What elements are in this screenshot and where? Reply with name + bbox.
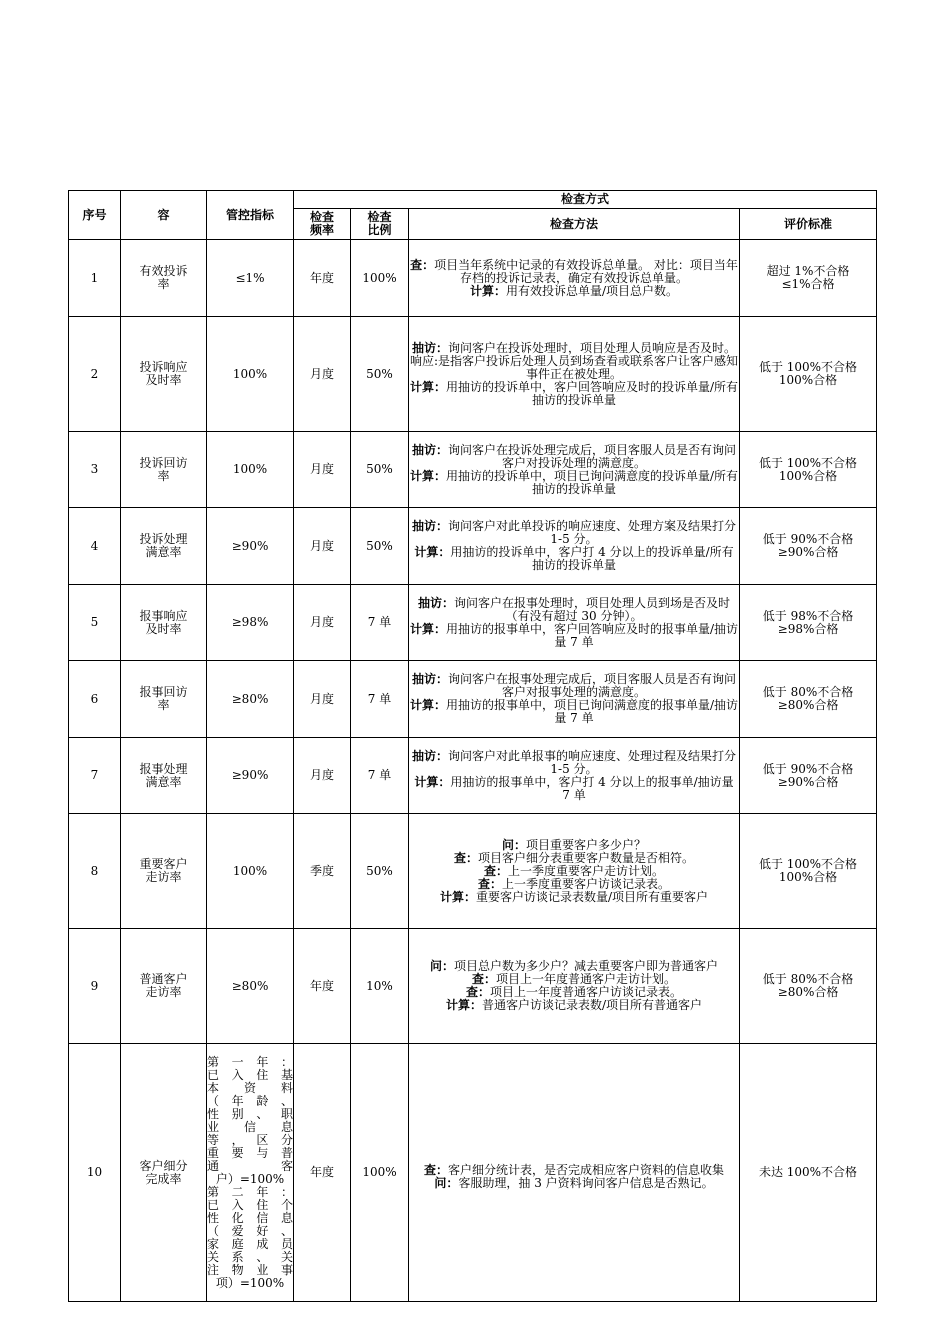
indicator-line: 户）=100% <box>215 1171 285 1186</box>
cell-criteria: 低于 80%不合格 ≥80%合格 <box>740 929 877 1044</box>
method-label: 查： <box>483 863 508 878</box>
method-line <box>409 750 739 776</box>
method-line <box>409 776 739 802</box>
method-label: 查： <box>477 876 502 891</box>
indicator-line: 本 资 料 <box>207 1080 293 1095</box>
method-text: 上一季度重要客户走访计划。 <box>508 863 665 878</box>
method-text: 询问客户在投诉处理时，项目处理人员响应是否及时。响应:是指客户投诉后处理人员到场查看或联系客户让客户感知事件正在被处理。 <box>409 340 739 381</box>
cell-frequency: 月度 <box>294 432 351 508</box>
method-text: 项目重要客户多少户？ <box>526 837 647 852</box>
method-text: 客服助理，抽 3 户资料询问客户信息是否熟记。 <box>458 1175 714 1190</box>
method-label: 查： <box>410 257 435 272</box>
method-text: 询问客户在报事处理完成后，项目客服人员是否有询问客户对报事处理的满意度。 <box>448 672 737 699</box>
header-frequency: 检查 频率 <box>294 209 351 240</box>
cell-ratio: 100% <box>351 240 409 317</box>
method-label: 问： <box>429 959 454 973</box>
cell-criteria: 低于 90%不合格 ≥90%合格 <box>740 738 877 814</box>
cell-method <box>409 661 740 738</box>
cell-seq: 9 <box>69 929 121 1044</box>
method-text: 用有效投诉总单量/项目总户数。 <box>505 283 679 298</box>
indicator-line: 项）=100% <box>215 1275 285 1290</box>
method-label: 计算： <box>414 545 451 559</box>
header-criteria: 评价标准 <box>740 209 877 240</box>
cell-method <box>409 432 740 508</box>
cell-frequency: 月度 <box>294 508 351 585</box>
method-label: 抽访： <box>411 672 448 686</box>
method-line <box>409 597 739 623</box>
cell-indicator: ≥80% <box>207 661 294 738</box>
table-row <box>69 432 877 508</box>
indicator-line: 关系、关 <box>207 1249 293 1264</box>
cell-frequency: 月度 <box>294 661 351 738</box>
indicator-line: 第 一 年 ： <box>207 1054 293 1069</box>
cell-indicator <box>207 1044 294 1302</box>
cell-indicator: ≥80% <box>207 929 294 1044</box>
cell-name: 普通客户 走访率 <box>121 929 207 1044</box>
method-text: 询问客户对此单报事的响应速度、处理过程及结果打分 1-5 分。 <box>448 748 737 776</box>
method-text: 用抽访的投诉单中，客户打 4 分以上的投诉单量/所有抽访的投诉单量 <box>450 545 734 572</box>
cell-name: 重要客户 走访率 <box>121 814 207 929</box>
cell-method <box>409 508 740 585</box>
method-line <box>409 444 739 470</box>
cell-indicator: 100% <box>207 814 294 929</box>
method-label: 计算： <box>409 379 446 394</box>
method-label: 问： <box>434 1175 459 1190</box>
method-text: 重要客户访谈记录表数量/项目所有重要客户 <box>475 889 709 904</box>
cell-frequency: 季度 <box>294 814 351 929</box>
method-line <box>409 546 739 572</box>
indicator-line: （爱好、 <box>207 1223 293 1238</box>
cell-frequency: 月度 <box>294 585 351 661</box>
cell-criteria: 低于 98%不合格 ≥98%合格 <box>740 585 877 661</box>
indicator-line: 家庭成员 <box>207 1236 293 1251</box>
table-row <box>69 1044 877 1302</box>
cell-frequency: 月度 <box>294 317 351 432</box>
header-seq: 序号 <box>69 191 121 240</box>
cell-frequency: 年度 <box>294 240 351 317</box>
method-line <box>409 381 739 407</box>
indicator-line: 已 入 住 基 <box>207 1067 293 1082</box>
inspection-table <box>68 190 877 1302</box>
cell-criteria: 低于 80%不合格 ≥80%合格 <box>740 661 877 738</box>
cell-criteria: 低于 100%不合格 100%合格 <box>740 432 877 508</box>
method-label: 计算： <box>445 998 482 1012</box>
method-text: 用抽访的投诉单中，项目已询问满意度的投诉单量/所有抽访的投诉单量 <box>445 468 739 496</box>
method-label: 计算： <box>469 283 506 298</box>
cell-name: 有效投诉 率 <box>121 240 207 317</box>
cell-criteria: 超过 1%不合格 ≤1%合格 <box>740 240 877 317</box>
cell-indicator: ≥98% <box>207 585 294 661</box>
method-line <box>409 699 739 725</box>
method-text: 用抽访的报事单中，客户回答响应及时的报事单量/抽访量 7 单 <box>445 621 739 649</box>
cell-seq: 7 <box>69 738 121 814</box>
indicator-line: 业 信 息 <box>207 1119 293 1134</box>
header-method-group: 检查方式 <box>294 191 877 209</box>
header-ratio: 检查 比例 <box>351 209 409 240</box>
method-line <box>409 285 739 298</box>
table-body <box>69 240 877 1302</box>
cell-seq: 6 <box>69 661 121 738</box>
method-label: 计算： <box>409 468 446 483</box>
method-label: 抽访： <box>411 442 448 457</box>
header-method: 检查方法 <box>409 209 740 240</box>
cell-name: 客户细分 完成率 <box>121 1044 207 1302</box>
method-text: 用抽访的报事单中，客户打 4 分以上的报事单/抽访量 7 单 <box>450 774 734 802</box>
method-line <box>409 673 739 699</box>
method-text: 项目上一年度普通客户访谈记录表。 <box>490 985 683 999</box>
method-label: 查： <box>471 972 496 986</box>
cell-ratio: 10% <box>351 929 409 1044</box>
cell-indicator: ≥90% <box>207 738 294 814</box>
cell-name: 报事响应 及时率 <box>121 585 207 661</box>
cell-method <box>409 585 740 661</box>
cell-ratio: 100% <box>351 1044 409 1302</box>
cell-indicator: ≥90% <box>207 508 294 585</box>
method-label: 查： <box>423 1162 448 1177</box>
cell-criteria: 低于 100%不合格 100%合格 <box>740 317 877 432</box>
method-label: 抽访： <box>417 595 454 610</box>
method-label: 抽访： <box>411 340 448 355</box>
indicator-line: 第二年： <box>207 1184 293 1199</box>
cell-frequency: 年度 <box>294 929 351 1044</box>
method-text: 项目客户细分表重要客户数量是否相符。 <box>478 850 695 865</box>
indicator-line: 已入住个 <box>207 1197 293 1212</box>
table-row <box>69 929 877 1044</box>
method-text: 询问客户在报事处理时，项目处理人员到场是否及时（有没有超过 30 分钟）。 <box>454 595 731 623</box>
method-label: 计算： <box>409 621 446 636</box>
cell-name: 投诉处理 满意率 <box>121 508 207 585</box>
indicator-line: 注物业事 <box>207 1262 293 1277</box>
cell-seq: 2 <box>69 317 121 432</box>
cell-ratio: 7 单 <box>351 738 409 814</box>
cell-ratio: 7 单 <box>351 661 409 738</box>
method-text: 项目总户数为多少户？减去重要客户即为普通客户 <box>454 959 719 973</box>
method-line <box>409 999 739 1012</box>
cell-seq: 4 <box>69 508 121 585</box>
method-text: 项目当年系统中记录的有效投诉总单量。 对比：项目当年存档的投诉记录表，确定有效投诉总单量。 <box>434 257 738 285</box>
method-text: 用抽访的报事单中，项目已询问满意度的报事单量/抽访量 7 单 <box>445 698 739 725</box>
cell-indicator: 100% <box>207 317 294 432</box>
method-label: 计算： <box>414 774 451 789</box>
cell-method <box>409 317 740 432</box>
cell-indicator: ≤1% <box>207 240 294 317</box>
cell-name: 投诉回访 率 <box>121 432 207 508</box>
indicator-line: （ 年 龄 、 <box>207 1093 293 1108</box>
cell-indicator: 100% <box>207 432 294 508</box>
cell-method <box>409 929 740 1044</box>
method-line <box>409 259 739 285</box>
method-text: 项目上一年度普通客户走访计划。 <box>496 972 677 986</box>
cell-ratio: 50% <box>351 317 409 432</box>
cell-name: 报事回访 率 <box>121 661 207 738</box>
method-text: 询问客户在投诉处理完成后，项目客服人员是否有询问客户对投诉处理的满意度。 <box>448 442 737 470</box>
header-content: 容 <box>121 191 207 240</box>
cell-seq: 8 <box>69 814 121 929</box>
method-line <box>409 623 739 649</box>
cell-seq: 3 <box>69 432 121 508</box>
method-label: 问： <box>501 837 526 852</box>
method-label: 查： <box>465 985 490 999</box>
indicator-line: 通 客 <box>207 1158 293 1173</box>
cell-frequency: 月度 <box>294 738 351 814</box>
indicator-line: 等 ， 区 分 <box>207 1132 293 1147</box>
header-indicator: 管控指标 <box>207 191 294 240</box>
method-text: 上一季度重要客户访谈记录表。 <box>502 876 671 891</box>
cell-criteria: 低于 100%不合格 100%合格 <box>740 814 877 929</box>
method-text: 用抽访的投诉单中，客户回答响应及时的投诉单量/所有抽访的投诉单量 <box>445 379 739 407</box>
cell-seq: 10 <box>69 1044 121 1302</box>
cell-method <box>409 240 740 317</box>
method-label: 抽访： <box>411 519 448 533</box>
cell-frequency: 年度 <box>294 1044 351 1302</box>
table-row <box>69 240 877 317</box>
method-label: 计算： <box>409 698 446 712</box>
table-row <box>69 508 877 585</box>
cell-seq: 1 <box>69 240 121 317</box>
cell-method <box>409 738 740 814</box>
method-line <box>409 891 739 904</box>
method-text: 询问客户对此单投诉的响应速度、处理方案及结果打分 1-5 分。 <box>448 519 737 546</box>
method-text: 客户细分统计表，是否完成相应客户资料的信息收集 <box>448 1162 725 1177</box>
cell-method <box>409 1044 740 1302</box>
table-row <box>69 585 877 661</box>
method-label: 查： <box>453 850 478 865</box>
cell-criteria: 低于 90%不合格 ≥90%合格 <box>740 508 877 585</box>
method-line <box>409 470 739 496</box>
indicator-line: 性 别 、 职 <box>207 1106 293 1121</box>
cell-name: 投诉响应 及时率 <box>121 317 207 432</box>
cell-ratio: 50% <box>351 814 409 929</box>
method-line <box>409 520 739 546</box>
indicator-line: 性化信息 <box>207 1210 293 1225</box>
cell-seq: 5 <box>69 585 121 661</box>
cell-ratio: 50% <box>351 432 409 508</box>
cell-criteria: 未达 100%不合格 <box>740 1044 877 1302</box>
table-row <box>69 317 877 432</box>
method-text: 普通客户访谈记录表数/项目所有普通客户 <box>481 998 703 1012</box>
method-line <box>409 342 739 381</box>
method-line <box>409 1177 739 1190</box>
cell-name: 报事处理 满意率 <box>121 738 207 814</box>
table-row <box>69 814 877 929</box>
cell-method <box>409 814 740 929</box>
method-label: 计算： <box>439 889 476 904</box>
table-row <box>69 738 877 814</box>
cell-ratio: 7 单 <box>351 585 409 661</box>
cell-ratio: 50% <box>351 508 409 585</box>
method-label: 抽访： <box>411 748 448 763</box>
indicator-line: 重 要 与 普 <box>207 1145 293 1160</box>
table-row <box>69 661 877 738</box>
